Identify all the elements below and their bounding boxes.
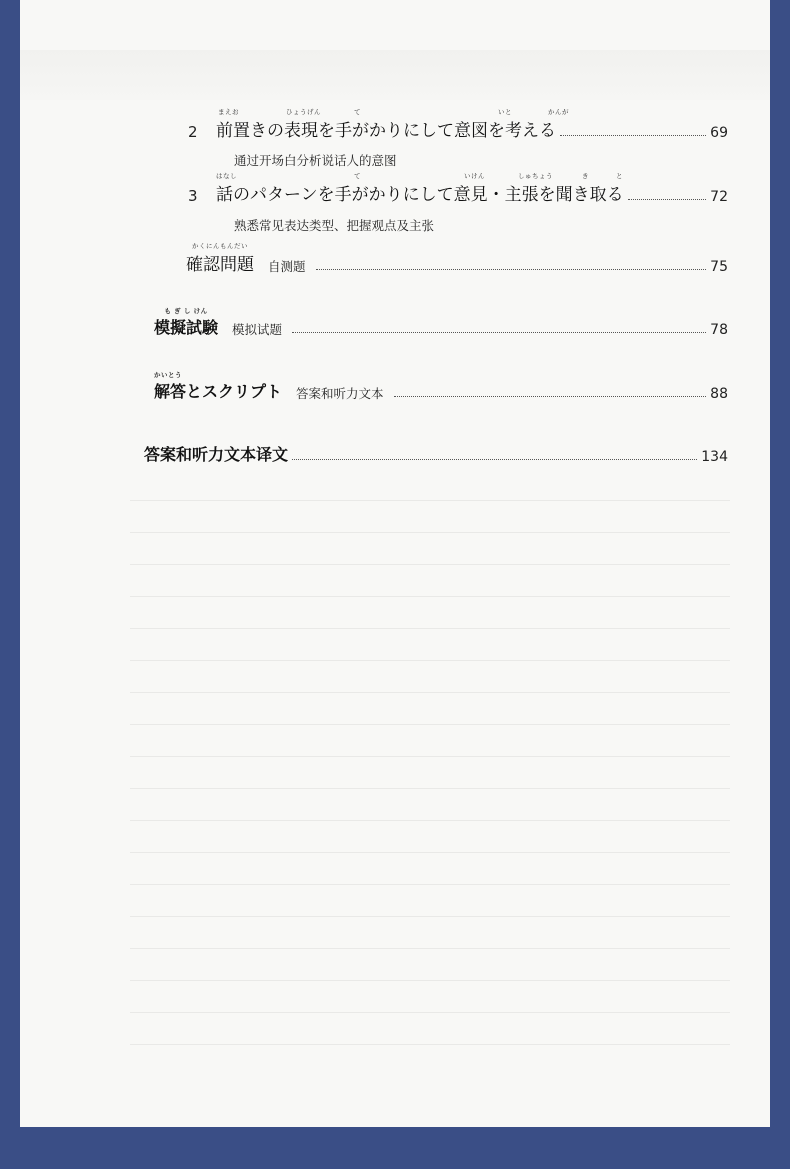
dot-leader — [560, 134, 706, 136]
furigana-4: いと — [498, 108, 512, 116]
entry-title — [154, 371, 283, 402]
furigana-6: と — [616, 172, 623, 180]
entry-label: 答案和听力文本 — [296, 386, 384, 401]
page-number: 88 — [710, 386, 728, 402]
toc-entry-mock-exam[interactable] — [154, 307, 728, 338]
furigana: も ぎ し けん — [164, 307, 208, 315]
dot-leader — [316, 268, 707, 270]
furigana-2: て — [354, 172, 361, 180]
toc-entry-review[interactable] — [186, 242, 728, 275]
toc-entry-2[interactable] — [188, 108, 728, 141]
dot-leader — [394, 395, 707, 397]
furigana: かくにんもんだい — [192, 242, 248, 250]
page-number: 134 — [701, 449, 728, 465]
furigana-1: まえお — [218, 108, 239, 116]
entry-number: 3 — [188, 187, 198, 205]
show-through-lines — [130, 500, 730, 1060]
page-number: 69 — [710, 125, 728, 141]
furigana-1: はなし — [216, 172, 237, 180]
page-number: 75 — [710, 259, 728, 275]
entry-title-text: 話のパターンを手がかりにして意見・主張を聞き取る — [216, 185, 624, 205]
entry-title-text: 確認問題 — [186, 255, 254, 275]
toc-entry-answers[interactable] — [154, 371, 728, 402]
furigana-3: て — [354, 108, 361, 116]
entry-title — [216, 108, 569, 141]
furigana-5: き — [582, 172, 589, 180]
furigana-3: いけん — [464, 172, 485, 180]
furigana-4: しゅちょう — [518, 172, 553, 180]
entry-label: 模拟试题 — [232, 322, 283, 337]
dot-leader — [628, 198, 707, 200]
furigana-5: かんが — [548, 108, 569, 116]
entry-title — [154, 307, 219, 338]
entry-title-text: 前置きの表現を手がかりにして意図を考える — [216, 121, 556, 141]
entry-title-text: 解答とスクリプト — [154, 382, 283, 401]
entry-label: 自测题 — [268, 259, 306, 274]
entry-title — [216, 172, 624, 205]
dot-leader — [292, 331, 706, 333]
toc-entry-translation[interactable] — [144, 442, 728, 465]
entry-2-subtitle: 通过开场白分析说话人的意图 — [234, 153, 397, 168]
dot-leader — [292, 458, 697, 460]
entry-title: 答案和听力文本译文 — [144, 445, 289, 464]
entry-number: 2 — [188, 123, 198, 141]
entry-title-text: 模擬試験 — [154, 318, 219, 337]
toc-page — [20, 0, 770, 1127]
entry-title — [186, 242, 254, 275]
page-number: 72 — [710, 189, 728, 205]
furigana: かいとう — [154, 371, 182, 379]
furigana-2: ひょうげん — [286, 108, 321, 116]
bleed-through-strip — [20, 50, 770, 100]
entry-3-subtitle: 熟悉常见表达类型、把握观点及主张 — [234, 218, 435, 233]
toc-entry-3[interactable] — [188, 172, 728, 205]
page-number: 78 — [710, 322, 728, 338]
